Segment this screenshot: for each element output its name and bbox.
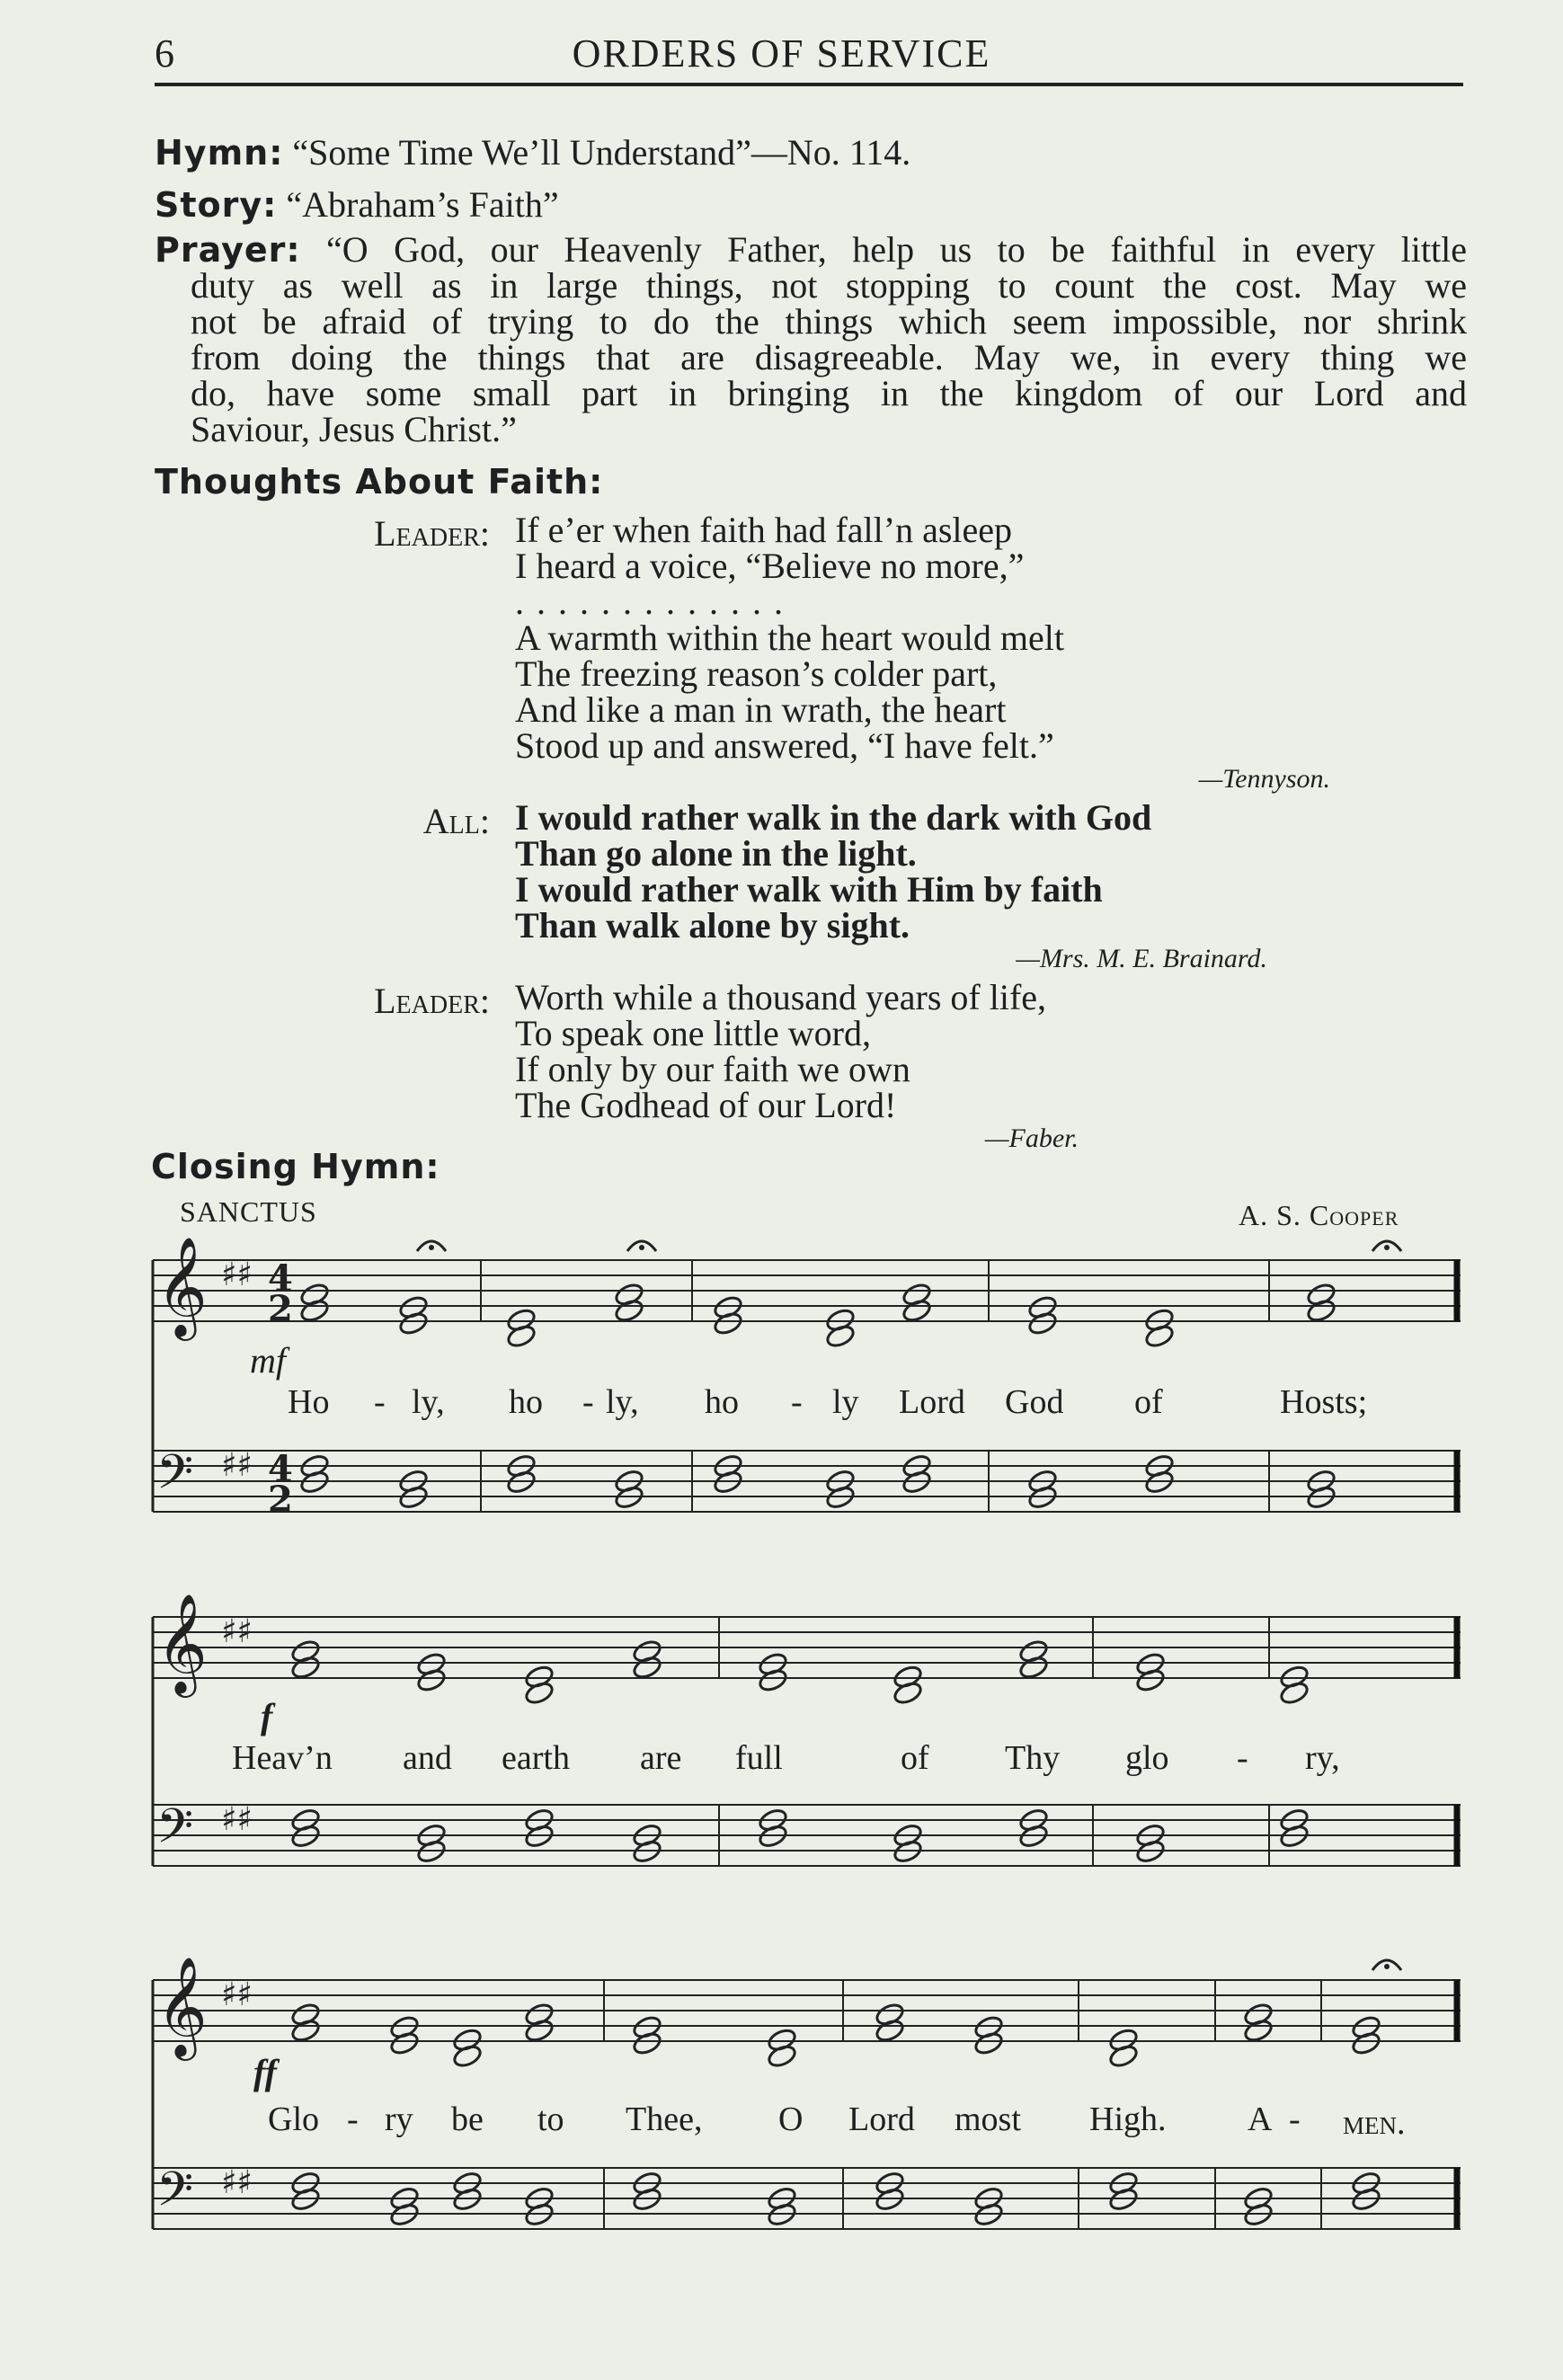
lyric: Lord [899,1383,965,1421]
lyric: are [640,1739,682,1777]
poem-line: A warmth within the heart would melt [515,617,1064,658]
time-signature-top: 4 [268,1448,293,1490]
lyric: ry [385,2100,413,2138]
fermata-dot [639,1245,644,1250]
poem-line: The freezing reason’s colder part, [515,653,998,694]
poem-line: If e’er when faith had fall’n asleep [515,510,1013,550]
lyric: earth [502,1739,570,1777]
closing-hymn-label: Closing Hymn: [151,1147,440,1186]
lyric: ly, [412,1383,445,1421]
poem-line: The Godhead of our Lord! [515,1085,897,1125]
attribution-brainard: —Mrs. M. E. Brainard. [1016,944,1267,973]
lyric: and [403,1739,452,1777]
hymn-label: Hymn: [155,133,284,173]
poem-line: I would rather walk with Him by faith [515,869,1103,910]
page-number: 6 [155,31,174,75]
lyric: Lord [848,2100,915,2138]
key-signature: ♯♯ [221,1801,253,1838]
lyric: Hosts; [1280,1383,1368,1421]
fermata-dot [1384,1245,1390,1250]
attribution-faber: —Faber. [984,1123,1079,1153]
key-signature: ♯♯ [221,1613,253,1650]
story-label: Story: [155,185,278,225]
lyric: - [347,2100,359,2138]
prayer-line-6: Saviour, Jesus Christ.” [191,409,517,449]
bass-clef: 𝄢 [156,2162,194,2229]
bass-clef: 𝄢 [156,1445,194,1512]
lyric: ry, [1305,1739,1340,1777]
lyric: - [374,1383,386,1421]
lyric: to [537,2100,564,2138]
speaker-all: All: [422,801,490,841]
hymn-text: “Some Time We’ll Understand”—No. 114. [292,132,911,173]
lyric: Thee, [626,2100,703,2138]
dynamic-ff: ff [253,2052,277,2092]
lyric: Thy [1005,1739,1061,1777]
story-text: “Abraham’s Faith” [286,184,559,225]
lyric: of [1134,1383,1163,1421]
poem-line: Than walk alone by sight. [515,905,910,946]
lyric: God [1005,1383,1064,1421]
thoughts-heading: Thoughts About Faith: [155,462,604,502]
lyric: - [1237,1739,1248,1777]
time-signature-bottom: 2 [268,1288,293,1330]
fermata-dot [429,1245,434,1250]
lyric: O [778,2100,804,2138]
dynamic-f: f [261,1696,273,1736]
lyric: be [451,2100,484,2138]
treble-clef: 𝄞 [156,1593,208,1693]
poem-line: I would rather walk in the dark with God [515,797,1152,838]
running-title: ORDERS OF SERVICE [572,31,991,75]
lyric: A [1248,2100,1273,2138]
lyric: glo [1125,1739,1169,1777]
prayer-line-2: duty as well as in large things, not stopping to count the cost. May we [191,265,1467,306]
poem-line: Worth while a thousand years of life, [515,977,1047,1017]
lyric: - [582,1383,594,1421]
poem-line: Than go alone in the light. [515,833,917,874]
prayer-line-3: not be afraid of trying to do the things which seem impossible, nor shrink [191,301,1467,342]
lyric: ly, [606,1383,639,1421]
treble-clef: 𝄞 [156,1236,208,1337]
lyric: - [791,1383,803,1421]
tune-name: SANCTUS [180,1195,317,1228]
dynamic-mf: mf [250,1340,286,1381]
lyric: ho [509,1383,543,1421]
time-signature-bottom: 2 [268,1479,293,1521]
key-signature: ♯♯ [221,1976,253,2013]
bass-clef: 𝄢 [156,1799,194,1866]
poem-line: If only by our faith we own [515,1049,910,1089]
prayer-line-1: “O God, our Heavenly Father, help us to be faithful in every little [326,229,1467,270]
lyric: Ho [288,1383,330,1421]
attribution-tennyson: —Tennyson. [1198,764,1330,794]
fermata-dot [1384,1964,1390,1969]
poem-line: To speak one little word, [515,1013,871,1053]
lyric: ly [832,1383,859,1421]
key-signature: ♯♯ [221,1447,253,1484]
ellipsis: . . . . . . . . . . . . . [515,582,785,622]
treble-clef: 𝄞 [156,1956,208,2056]
poem-line: I heard a voice, “Believe no more,” [515,546,1025,586]
prayer-label: Prayer: [155,230,301,270]
time-signature-top: 4 [268,1257,293,1300]
lyric: Glo [268,2100,319,2138]
poem-line: And like a man in wrath, the heart [515,689,1007,730]
key-signature: ♯♯ [221,2164,253,2201]
lyric: men. [1343,2104,1406,2142]
lyric: Heav’n [232,1739,333,1777]
poem-line: Stood up and answered, “I have felt.” [515,725,1054,766]
key-signature: ♯♯ [221,1257,253,1293]
prayer-line-5: do, have some small part in bringing in the kingdom of our Lord and [191,373,1467,413]
lyric: most [955,2100,1021,2138]
lyric: ho [705,1383,739,1421]
speaker-leader-2: Leader: [374,981,490,1021]
prayer-line-4: from doing the things that are disagreeable. May we, in every thing we [191,337,1467,377]
lyric: of [901,1739,929,1777]
lyric: full [735,1739,783,1777]
composer: A. S. Cooper [1239,1199,1399,1231]
lyric: High. [1089,2100,1167,2138]
lyric: - [1289,2100,1301,2138]
speaker-leader-1: Leader: [374,513,490,554]
